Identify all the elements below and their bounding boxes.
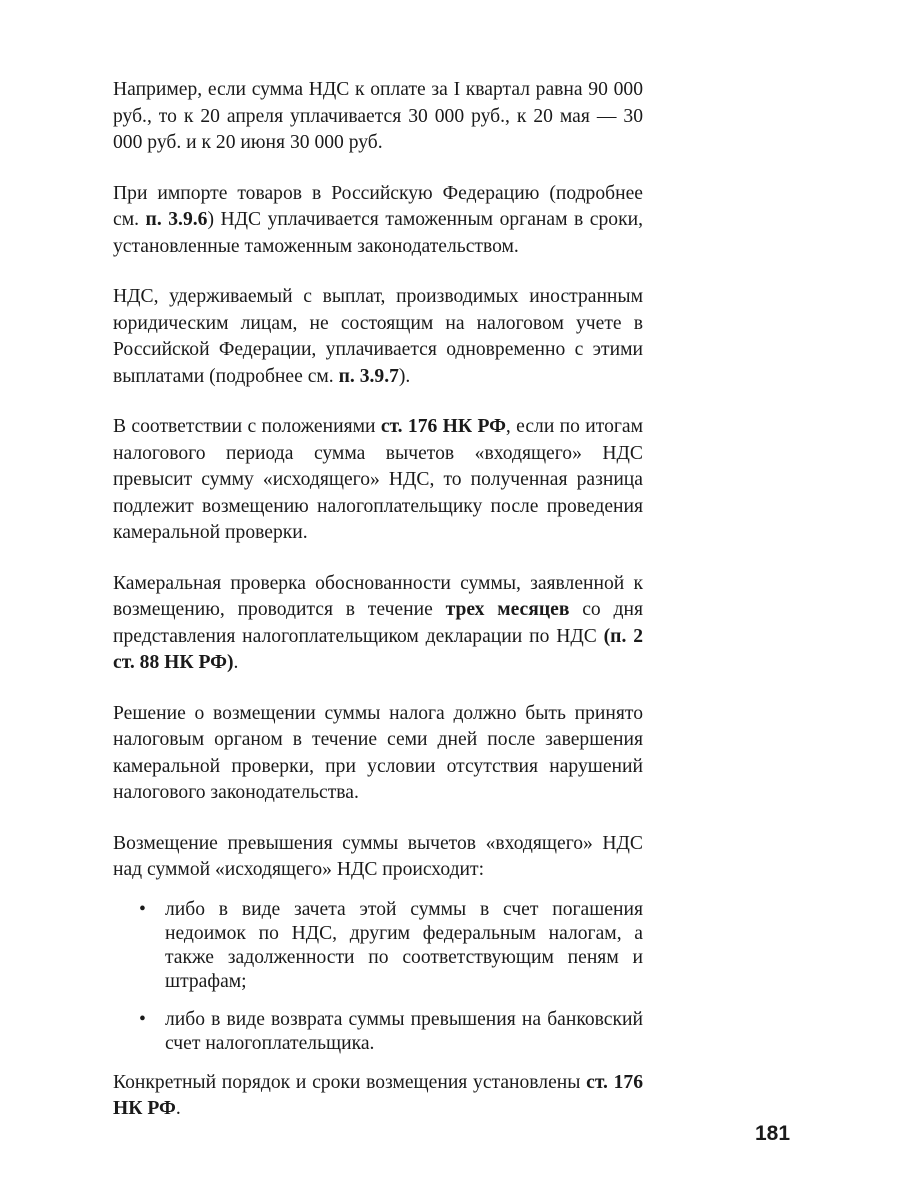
list-item-text: либо в виде зачета этой суммы в счет погашения недоимок по НДС, другим федеральным налогам, а также задолженности по соответствующим пеням и штрафам; — [165, 898, 643, 992]
paragraph-vat-refund-rule — [113, 414, 643, 547]
paragraph-refund-procedure — [113, 1070, 643, 1123]
paragraph-withheld-vat — [113, 284, 643, 390]
paragraph-refund-decision — [113, 701, 643, 807]
page-body — [113, 77, 643, 1147]
law-reference: ст. 176 НК РФ — [113, 1071, 643, 1119]
paragraph-text: Решение о возмещении суммы налога должно быть принято налоговым органом в течение семи дней после завершения камеральной проверки, при условии отсутствия нарушений налогового законодательства. — [113, 702, 643, 803]
paragraph-text: Камеральная проверка обоснованности суммы, заявленной к возмещению, проводится в течение — [113, 572, 643, 620]
paragraph-text: . — [233, 652, 239, 673]
paragraph-text: ) НДС уплачивается таможенным органам в сроки, установленные таможенным законодательством. — [113, 209, 643, 257]
page-number: 181 — [755, 1122, 791, 1145]
paragraph-text: При импорте товаров в Российскую Федерацию (подробнее см. — [113, 182, 643, 230]
list-item — [113, 898, 643, 994]
paragraph-text: ). — [398, 365, 411, 387]
paragraph-refund-methods-intro — [113, 831, 643, 884]
paragraph-text: НДС, удерживаемый с выплат, производимых иностранным юридическим лицам, не состоящим на налоговом учете в Российской Федерации, уплачивается одновременно с этими выплатами (подробнее см. — [113, 286, 643, 387]
paragraph-text: со дня представления налогоплательщиком декларации по НДС — [113, 599, 643, 647]
bullet-marker: • — [139, 1008, 146, 1030]
paragraph-text: Например, если сумма НДС к оплате за I квартал равна 90 000 руб., то к 20 апреля уплачивается 30 000 руб., к 20 мая — 30 000 руб. и к 20 июня 30 000 руб. — [113, 79, 643, 153]
paragraph-import-vat — [113, 181, 643, 261]
law-reference: (п. 2 ст. 88 НК РФ) — [113, 625, 643, 673]
paragraph-text: В соответствии с положениями — [113, 416, 381, 437]
emphasis-term: трех месяцев — [445, 599, 570, 620]
list-item-text: либо в виде возврата суммы превышения на банковский счет налогоплательщика. — [165, 1008, 643, 1054]
paragraph-desk-audit-period — [113, 571, 643, 677]
section-reference: п. 3.9.6 — [145, 209, 208, 230]
paragraph-quarterly-payment-example — [113, 77, 643, 157]
section-reference: п. 3.9.7 — [338, 365, 399, 387]
refund-methods-list — [113, 898, 643, 1056]
law-reference: ст. 176 НК РФ — [380, 416, 506, 437]
paragraph-text: Конкретный порядок и сроки возмещения установлены — [113, 1071, 587, 1093]
list-item — [113, 1008, 643, 1056]
paragraph-text: . — [175, 1098, 181, 1119]
paragraph-text: , если по итогам налогового периода сумма вычетов «входящего» НДС превысит сумму «исходящего» НДС, то полученная разница подлежит возмещению налогоплательщику после проведения камеральной проверки. — [113, 416, 644, 543]
paragraph-text: Возмещение превышения суммы вычетов «входящего» НДС над суммой «исходящего» НДС происходит: — [113, 832, 643, 880]
bullet-marker: • — [139, 898, 146, 920]
